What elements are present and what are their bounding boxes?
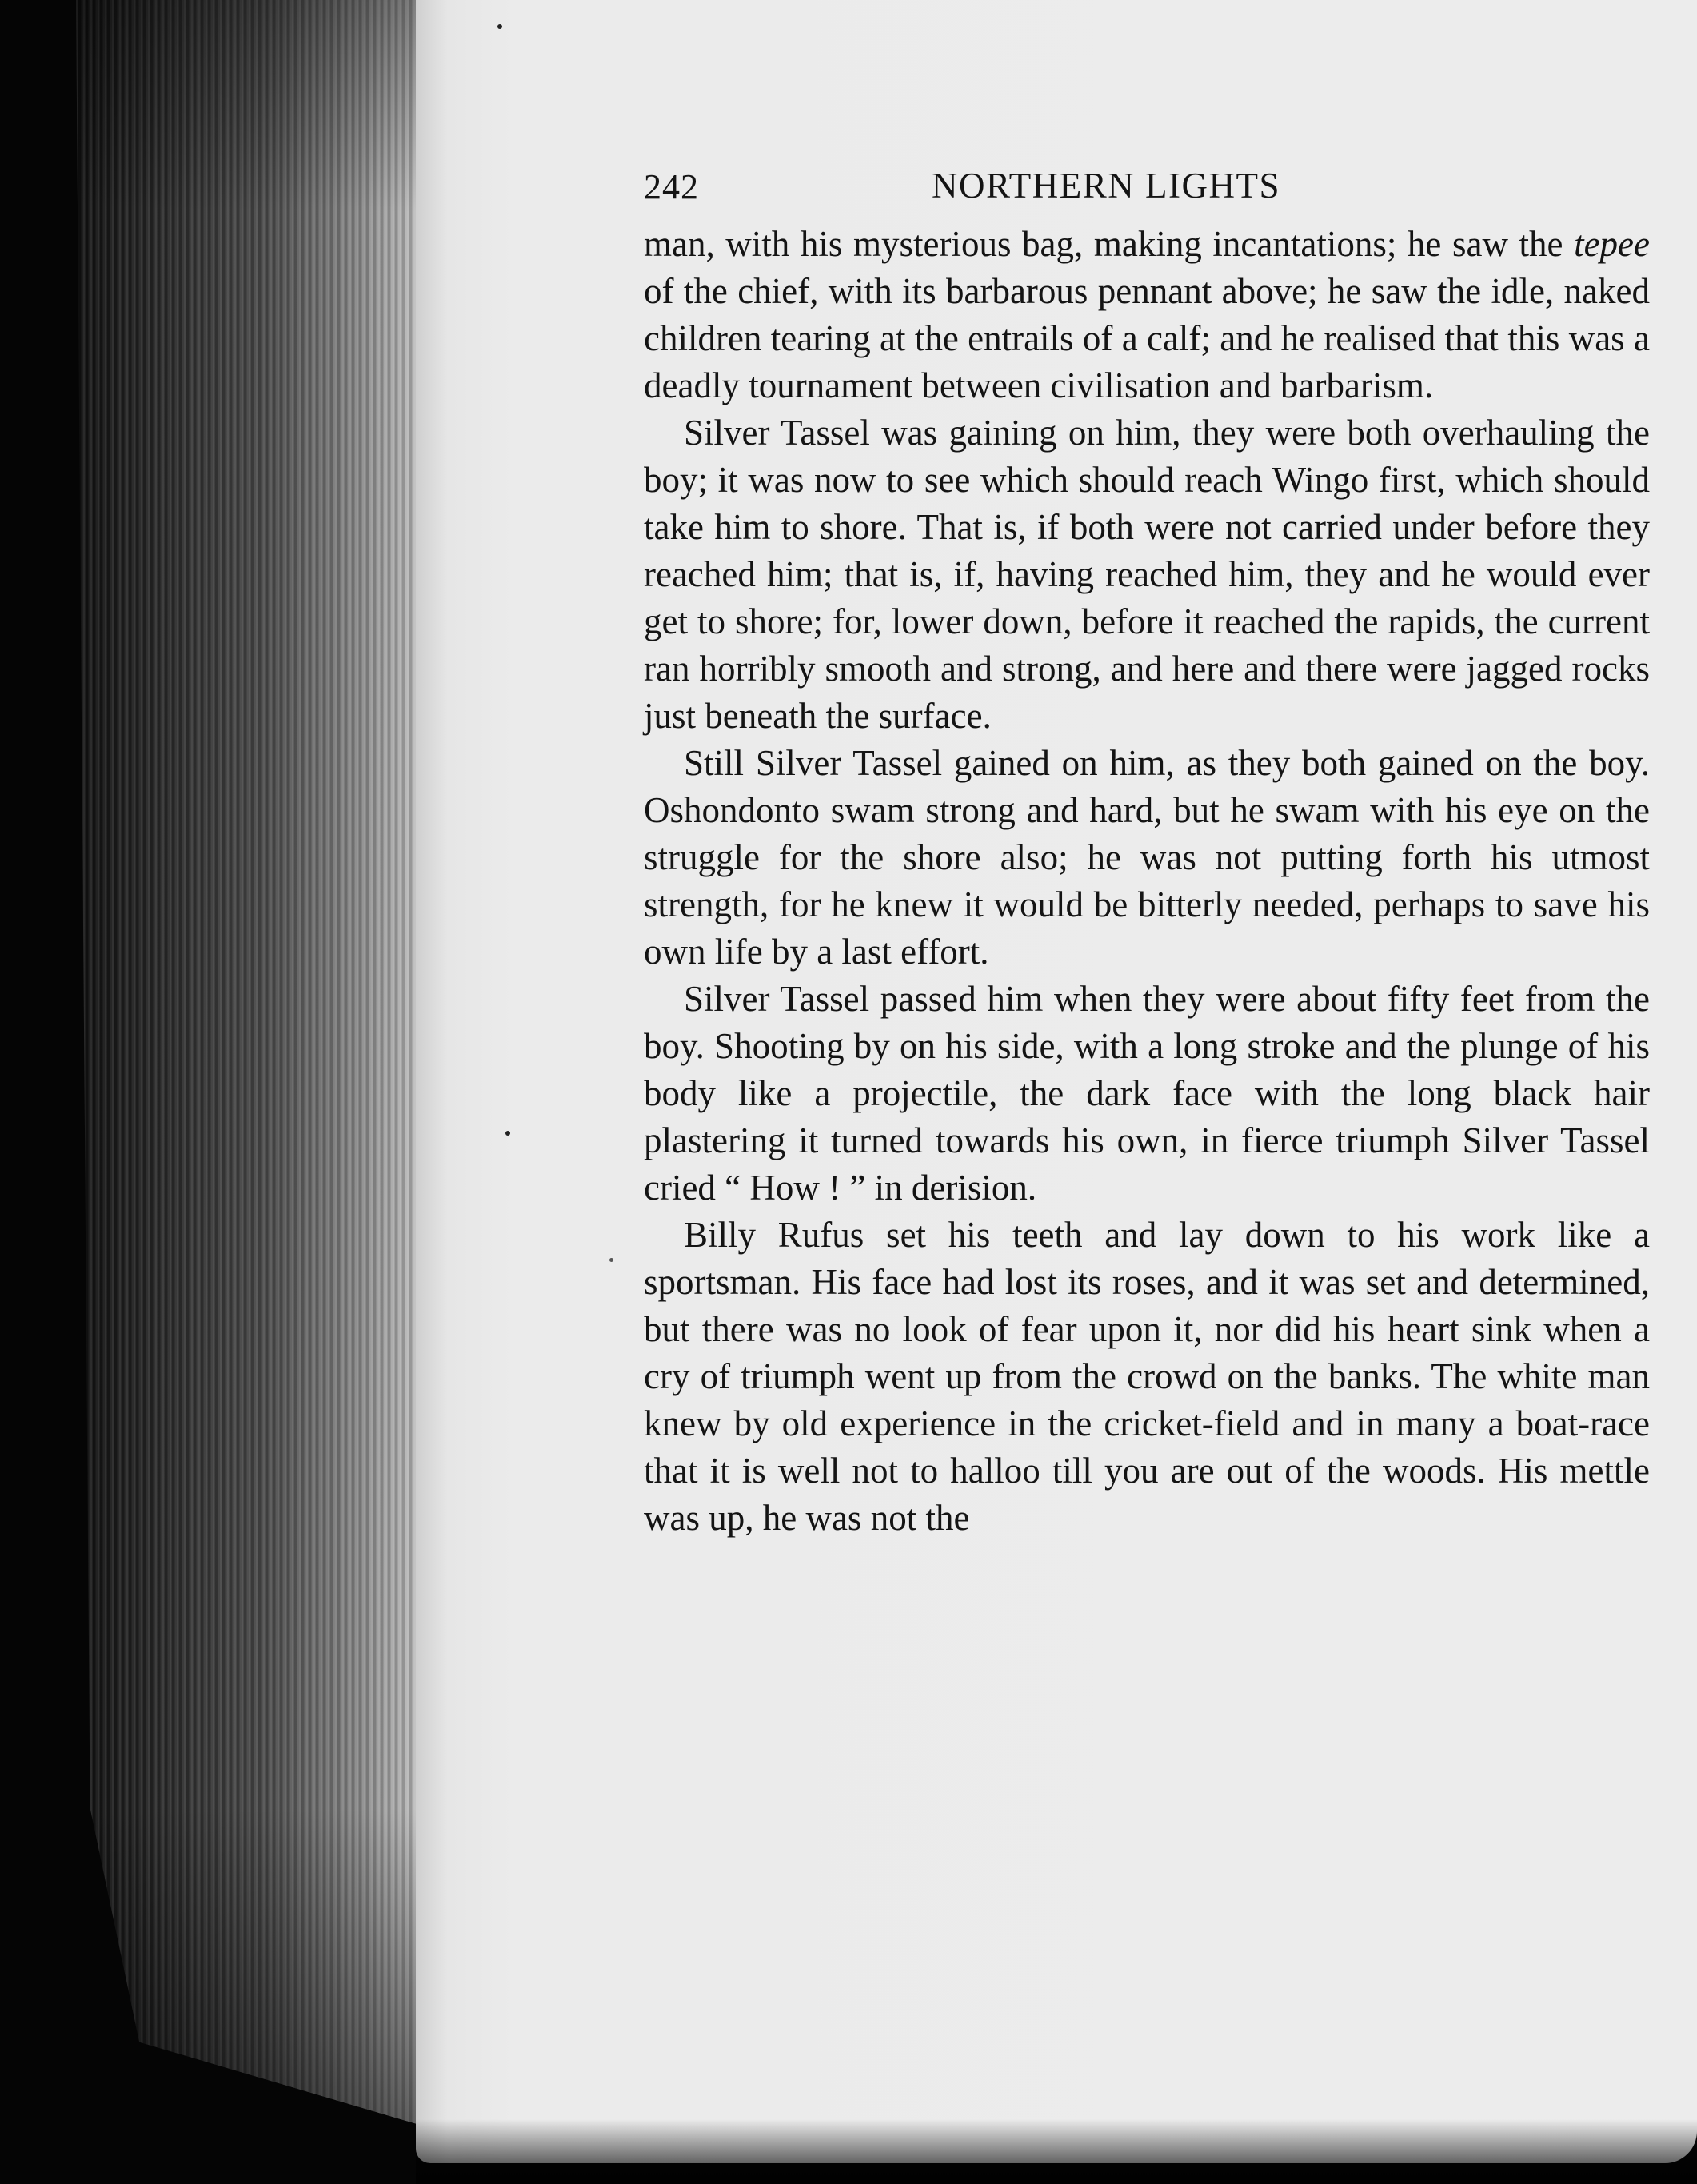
fore-edge-shadow (76, 0, 428, 2127)
paragraph-1-italic-word: tepee (1574, 224, 1650, 264)
dust-speck (505, 1131, 510, 1136)
paragraph-1-text-b: of the chief, with its barbarous pennant above; he saw the idle, naked children tearing at the entrails of a calf; and he realised that this was a deadly tournament between civilisation and barbarism. (644, 271, 1650, 405)
page-number: 242 (644, 167, 699, 206)
running-head (644, 160, 1650, 221)
running-title: NORTHERN LIGHTS (932, 166, 1281, 206)
page-bottom-shadow (416, 2119, 1697, 2184)
dust-speck (609, 1258, 613, 1262)
paragraph-1 (644, 221, 1650, 409)
paragraph-5: Billy Rufus set his teeth and lay down to his work like a sportsman. His face had lost its roses, and it was set and determined, but there was no look of fear upon it, nor did his heart sink when a cry of triumph went up from the crowd on the banks. The white man knew by old experience in the cricket-field and in many a boat-race that it is well not to halloo till you are out of the woods. His mettle was up, he was not the (644, 1215, 1650, 1538)
dust-speck (497, 24, 502, 29)
paragraph-2: Silver Tassel was gaining on him, they were both overhauling the boy; it was now to see which should reach Wingo first, which should take him to shore. That is, if both were not carried under before they reached him; that is, if, having reached him, they and he would ever get to shore; for, lower down, before it reached the rapids, the current ran horribly smooth and strong, and here and there were jagged rocks just beneath the surface. (644, 413, 1650, 736)
paragraph-1-text-a: man, with his mysterious bag, making incantations; he saw the (644, 224, 1575, 264)
paragraph-4: Silver Tassel passed him when they were about fifty feet from the boy. Shooting by on his side, with a long stroke and the plunge of his body like a projectile, the dark face with the long black hair plastering it turned towards his own, in fierce triumph Silver Tassel cried “ How ! ” in derision. (644, 979, 1650, 1208)
page-text-block (644, 160, 1650, 1542)
paragraph-3: Still Silver Tassel gained on him, as they both gained on the boy. Oshondonto swam strong and hard, but he swam with his eye on the struggle for the shore also; he was not putting forth his utmost strength, for he knew it would be bitterly needed, perhaps to save his own life by a last effort. (644, 743, 1650, 972)
